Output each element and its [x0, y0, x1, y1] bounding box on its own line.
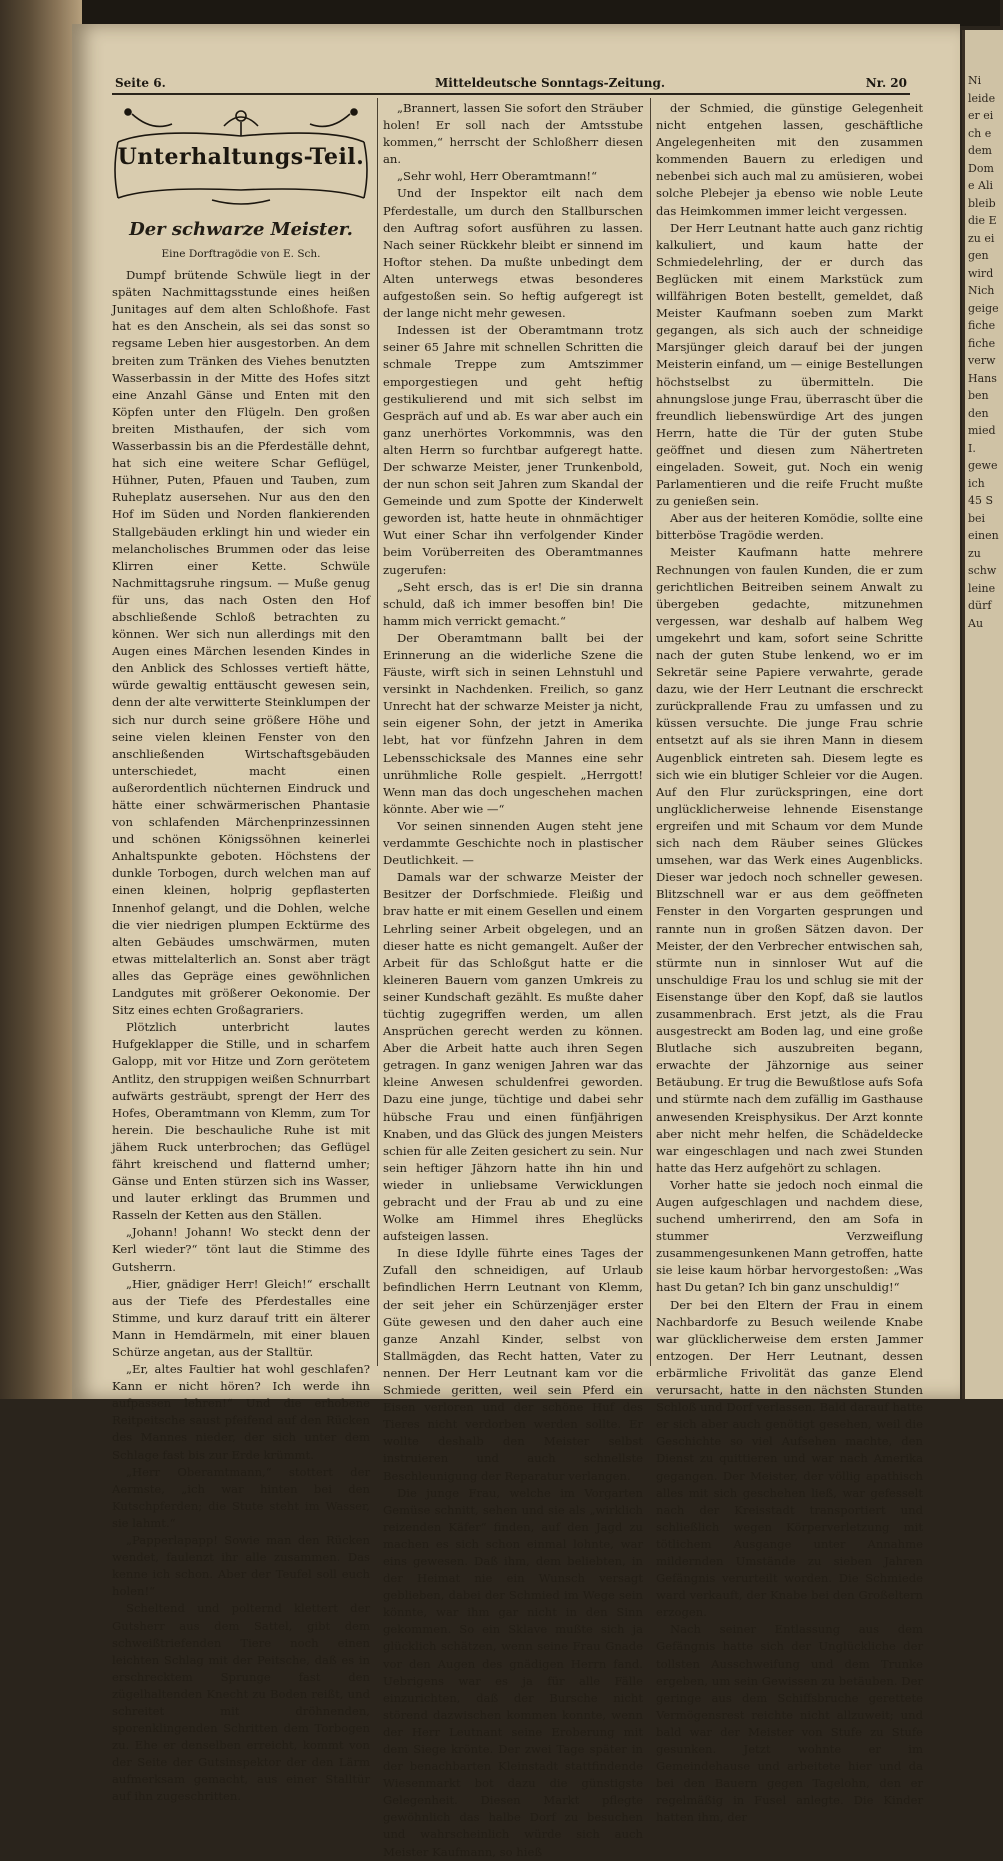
paragraph: Die junge Frau, welche im Vorgarten Gemüse schnitt, sehen und sie als „wirklich reizenden Käfer“ finden, auf den Jagd zu machen es sich schon einmal lohnte, war eins gewesen. Daß ihm, dem beliebten, in der Heimat nie ein Wunsch versagt geblieben, dabei der Schmied im Wege sein könnte, war ihm gar nicht in den Sinn gekommen. So ein Sklave mußte sich ja glücklich schätzen, wenn seine Frau Gnade vor den Augen des gnädigen Herrn fand. Uebrigens war es ja für alle Fälle einzurichten, daß der Bursche nicht störend dazwischen kommen konnte, wenn der Herr Leutnant seine Eroberung mit dem Siege krönte. Der zwei Tage später in der benachbarten Kleinstadt stattfindende Wiesenmarkt bot dazu die günstigste Gelegenheit. Diesen Markt pflegte gewöhnlich das halbe Dorf zu besuchen und wahrscheinlich würde sich auch Meister Kaufmann, so hieß: [383, 1485, 643, 1859]
adjacent-page-edge: [962, 30, 1003, 1399]
paragraph: Indessen ist der Oberamtmann trotz seiner 65 Jahre mit schnellen Schritten die schmale Treppe zum Amtszimmer emporgestiegen und geht heftig gestikulierend und mit sich selbst im Gespräch auf und ab. Es war aber auch ein ganz unerhörtes Vorkommnis, was den alten Herrn so furchtbar aufgeregt hatte. Der schwarze Meister, jener Trunkenbold, der nun schon seit Jahren zum Skandal der Gemeinde und zum Spotte der Kinderwelt geworden ist, hatte heute in ohnmächtiger Wut einer Schar ihn verfolgender Kinder beim Vorüberreiten des Oberamtmannes zugerufen:: [383, 323, 643, 577]
column-2-text: [383, 100, 643, 1861]
section-banner: [112, 102, 370, 210]
adjacent-page-fragment: gen: [968, 249, 989, 262]
paragraph: „Brannert, lassen Sie sofort den Sträuber holen! Er soll nach der Amtsstube kommen,“ herrscht der Schloßherr diesen an.: [383, 101, 643, 167]
adjacent-page-fragment: leide: [968, 91, 996, 105]
adjacent-page-fragment: dürf: [968, 599, 992, 612]
section-title: Unterhaltungs-Teil.: [117, 144, 365, 170]
adjacent-page-fragment: die E: [968, 214, 997, 227]
paragraph: der Schmied, die günstige Gelegenheit nicht entgehen lassen, geschäftliche Angelegenheiten mit den zusammen kommenden Bauern zu erledigen und nebenbei sich auch mal zu amüsieren, wobei solche Plebejer ja ebenso wie noble Leute das Heimkommen immer leicht vergessen.: [656, 101, 923, 218]
adjacent-page-fragment: mied: [968, 424, 996, 437]
paragraph: „Hier, gnädiger Herr! Gleich!“ erschallt aus der Tiefe des Pferdestalles eine Stimme, und kurz darauf tritt ein älterer Mann in Hemdärmeln, mit einer blauen Schürze angetan, aus der Stalltür.: [112, 1276, 370, 1359]
paragraph: „Seht ersch, das is er! Die sin dranna schuld, daß ich immer besoffen bin! Die hamm mich verrickt gemacht.“: [383, 579, 643, 628]
paragraph: Damals war der schwarze Meister der Besitzer der Dorfschmiede. Fleißig und brav hatte er mit einem Gesellen und einem Lehrling seiner Arbeit obgelegen, und an dieser hatte es nicht gemangelt. Außer der Arbeit für das Schloßgut hatte er die kleineren Bauern vom ganzen Umkreis zu seiner Kundschaft gezählt. Es mußte daher tüchtig zugegriffen werden, um allen Ansprüchen gerecht werden zu können. Aber die Arbeit hatte auch ihren Segen getragen. In ganz wenigen Jahren war das kleine Anwesen schuldenfrei geworden. Dazu eine junge, tüchtige und dabei sehr hübsche Frau und einen fünfjährigen Knaben, und das Glück des jungen Meisters schien für alle Zeiten gesichert zu sein. Nur sein heftiger Jähzorn hatte ihn hin und wieder in unliebsame Verwicklungen gebracht und der Frau ab und zu eine Wolke am Himmel ihres Eheglücks aufsteigen lassen.: [383, 870, 643, 1244]
scan-top-edge: [0, 0, 1000, 26]
adjacent-page-fragment: Nich: [968, 284, 995, 297]
adjacent-page-fragment: zu ei: [968, 231, 995, 245]
adjacent-page-fragment: bleib: [968, 196, 996, 210]
story-title: Der schwarze Meister.: [129, 219, 353, 240]
paragraph: Und der Inspektor eilt nach dem Pferdestalle, um durch den Stallburschen den Auftrag sofort ausführen zu lassen. Nach seiner Rückkehr bleibt er sinnend im Hoftor stehen. Da mußte unbedingt dem Alten unterwegs etwas besonderes aufgestoßen sein. So heftig aufgeregt ist der lange nicht mehr gewesen.: [383, 186, 643, 321]
adjacent-page-fragment: fiche: [968, 319, 996, 332]
adjacent-page-fragment: e Ali: [968, 179, 993, 192]
adjacent-page-fragment: gewe: [968, 459, 998, 472]
adjacent-page-fragment: 45 S: [968, 494, 994, 507]
adjacent-page-fragment: Au: [968, 616, 984, 630]
paragraph: „Johann! Johann! Wo steckt denn der Kerl wieder?“ tönt laut die Stimme des Gutsherrn.: [112, 1225, 370, 1274]
adjacent-page-fragment: Hans: [968, 371, 997, 385]
page-number: Seite 6.: [115, 76, 166, 90]
adjacent-page-fragment: einen: [968, 529, 999, 542]
paragraph: Der bei den Eltern der Frau in einem Nachbardorfe zu Besuch weilende Knabe war glücklicherweise dem ersten Jammer entzogen. Der Herr Leutnant, dessen erbärmliche Frivolität das ganze Elend verursacht, hatte in den nächsten Stunden Schloß und Dorf verlassen. Bald darauf hatte er sich aber auch genötigt gesehen, weil die Geschichte so viel Aufsehen machte, den Dienst zu quittieren und war nach Amerika gegangen. Der Meister, der völlig apathisch alles mit sich geschehen ließ, war gefesselt nach der Kreisstadt transportiert und schließlich wegen Körperverletzung mit tötlichem Ausgange unter Annahme mildernden Umstände zu sieben Jahren Gefängnis verurteilt worden. Die Schmiede ward verkauft, der Knabe bei den Großeltern erzogen.: [656, 1297, 923, 1620]
adjacent-page-fragment: den: [968, 406, 989, 420]
adjacent-page-fragment: ch e: [968, 126, 992, 140]
paragraph: „Er, altes Faultier hat wohl geschlafen? Kann er nicht hören? Ich werde ihn aufpassen lehren!“ Und die erhobene Reitpeitsche saust pfeifend auf den Rücken des Mannes nieder, der sich unter dem Schlage fast bis zur Erde krümmt.: [112, 1362, 370, 1462]
adjacent-page-fragment: leine: [968, 581, 996, 595]
header-rule: [112, 93, 910, 95]
column-1: [112, 100, 370, 1804]
column-divider: [377, 98, 378, 1366]
paragraph: Der Herr Leutnant hatte auch ganz richtig kalkuliert, und kaum hatte der Schmiedelehrling, der er durch das Beglücken mit einem Markstück zum willfährigen Boten bestellt, gemeldet, daß Meister Kaufmann soeben zum Markt gegangen, als sich auch der schneidige Marsjünger gleich darauf bei der jungen Meisterin einfand, um — einige Bestellungen höchstselbst zu übermitteln. Die ahnungslose junge Frau, überrascht über die freundlich liebenswürdige Art des jungen Herrn, hatte die Tür der guten Stube geöffnet und diesen zum Nähertreten eingeladen. Soweit, gut. Noch ein wenig Parlamentieren und die reife Frucht mußte zu genießen sein.: [656, 220, 923, 509]
column-divider: [650, 98, 651, 1366]
paragraph: In diese Idylle führte eines Tages der Zufall den schneidigen, auf Urlaub befindlichen Herrn Leutnant von Klemm, der seit jeher ein Schürzenjäger erster Güte gewesen und den daher auch eine ganze Anzahl Kinder, selbst von Stallmägden, das Recht hatten, Vater zu nennen. Der Herr Leutnant kam vor die Schmiede geritten, weil sein Pferd ein Eisen verloren und der schöne Huf des Tieres nicht verdorben werden sollte. Er wollte deshalb den Meister selbst instruieren und auch schnellste Beschleunigung der Reparatur verlangen.: [383, 1246, 643, 1483]
issue-number: Nr. 20: [865, 76, 907, 90]
adjacent-page-fragment: verw: [968, 354, 996, 367]
adjacent-page-fragment: ich: [968, 476, 985, 490]
paragraph: Dumpf brütende Schwüle liegt in der späten Nachmittagsstunde eines heißen Junitages auf dem alten Schloßhofe. Fast hat es den Anschein, als sei das sonst so regsame Leben hier ausgestorben. An dem breiten zum Tränken des Viehes benutzten Wasserbassin in der Mitte des Hofes sitzt eine Anzahl Gänse und Enten mit den Köpfen unter den Flügeln. Den großen breiten Misthaufen, der sich vom Wasserbassin bis an die Pferdeställe dehnt, hat sich eine weitere Schar Geflügel, Hühner, Puten, Pfauen und Tauben, zum Ruheplatz ausersehen. Nur aus den den Hof im Süden und Norden flankierenden Stallgebäuden erklingt hin und wieder ein melancholisches Brummen oder das leise Klirren einer Kette. Schwüle Nachmittagsruhe ringsum. — Muße genug für uns, das nach Osten den Hof abschließende Schloß betrachten zu können. Wer sich nun allerdings mit den Augen eines Märchen lesenden Kindes in den Anblick des Schlosses vertieft hätte, würde gewaltig enttäuscht gewesen sein, denn der alte verwitterte Steinklumpen der sich nur durch seine größere Höhe und seine vielen kleinen Fenster von den anschließenden Wirtschaftsgebäuden unterschiedet, macht einen außerordentlich nüchternen Eindruck und hätte einer schwärmerischen Phantasie von schlafenden Märchenprinzessinnen und schönen Königssöhnen keinerlei Anhaltspunkte geboten. Höchstens der dunkle Torbogen, durch welchen man auf einen kleinen, holprig gepflasterten Innenhof gelangt, und die Dohlen, welche die vier niedrigen plumpen Ecktürme des alten Gebäudes umschwärmen, muten etwas mittelalterlich an. Sonst aber trägt alles das Gepräge eines gewöhnlichen Landgutes mit größerer Oekonomie. Der Sitz eines echten Großagrariers.: [112, 268, 370, 1018]
column-2: [383, 100, 643, 1859]
column-1-text: [112, 267, 370, 1805]
adjacent-page-fragment: geige: [968, 301, 999, 315]
adjacent-page-fragment: wird: [968, 266, 994, 280]
adjacent-page-fragment: zu: [968, 546, 981, 560]
paragraph: Vor seinen sinnenden Augen steht jene verdammte Geschichte noch in plastischer Deutlichkeit. —: [383, 818, 643, 868]
paragraph: Vorher hatte sie jedoch noch einmal die Augen aufgeschlagen und nachdem diese, suchend umherirrend, den am Sofa in stummer Verzweiflung zusammengesunkenen Mann getroffen, hatte sie leise kaum hörbar hervorgestoßen: „Was hast Du getan? Ich bin ganz unschuldig!“: [656, 1177, 923, 1295]
paragraph: Scheltend und polternd klettert der Gutsherr aus dem Sattel, gibt dem schweißtriefenden Tiere noch einen leichten Schlag mit der Peitsche, daß es in erschrecktem Sprunge fast den zügelhaltenden Knecht zu Boden reißt, und schreitet mit dröhnenden, sporenklingenden Schritten dem Torbogen zu. Ehe er denselben erreicht, kommt von der Seite der Gutsinspektor der den Lärm aufmerksam gemacht, aus einer Stalltür auf ihn zugeschritten.: [112, 1601, 370, 1804]
newspaper-title: Mitteldeutsche Sonntags-Zeitung.: [435, 76, 666, 90]
paragraph: Aber aus der heiteren Komödie, sollte eine bitterböse Tragödie werden.: [656, 511, 923, 543]
paragraph: Nach seiner Entlassung aus dem Gefängnis hatte sich der Unglückliche der tollsten Ausschweifung und dem Trunke ergeben, um sein Gewissen zu betäuben. Der geringe aus dem Schiffsbruche gerettete Vermögensrest reichte nicht allzuweit; und bald war der Meister von Stufe zu Stufe gesunken. Jetzt wohnte er im Gemeindehause und arbeitete hier und da bei den Bauern gegen Tagelohn, den er regelmäßig in Fusel anlegte. Die Kinder hatten ihm, der: [656, 1622, 923, 1825]
adjacent-page-fragment: Dom: [968, 161, 994, 175]
adjacent-page-fragment: schw: [968, 564, 997, 577]
column-3-text: [656, 100, 923, 1826]
story-byline: Eine Dorftragödie von E. Sch.: [161, 248, 321, 260]
paragraph: Der Oberamtmann ballt bei der Erinnerung an die widerliche Szene die Fäuste, wirft sich in seinen Lehnstuhl und versinkt in Nachdenken. Freilich, so ganz Unrecht hat der schwarze Meister ja nicht, sein eigener Sohn, der jetzt in Amerika lebt, hat vor fünfzehn Jahren in dem Lebensschicksale des Mannes eine sehr unrühmliche Rolle gespielt. „Herrgott! Wenn man das doch ungeschehen machen könnte. Aber wie —“: [383, 630, 643, 816]
adjacent-page-fragment: Ni: [968, 74, 982, 87]
adjacent-page-fragment: fiche: [968, 336, 996, 350]
adjacent-page-fragment: ben: [968, 389, 989, 402]
adjacent-page-fragment: dem: [968, 144, 992, 157]
paragraph: „Papperlapapp! Sowie man den Rücken wendet, faulenzt ihr alle zusammen. Das kenne ich schon. Aber der Teufel soll euch holen!“: [112, 1533, 370, 1599]
column-3: [656, 100, 923, 1825]
adjacent-page-fragment: I.: [968, 441, 976, 455]
adjacent-page-fragment: bei: [968, 511, 986, 525]
paragraph: Meister Kaufmann hatte mehrere Rechnungen von faulen Kunden, die er zum gerichtlichen Beitreiben seinem Anwalt zu übergeben gedachte, mitzunehmen vergessen, war deshalb auf halbem Weg umgekehrt und kam, sofort seine Schritte nach der guten Stube lenkend, wo er im Sekretär seine Papiere verwahrte, gerade dazu, wie der Herr Leutnant die erschreckt zurückprallende Frau zu umfassen und zu küssen versuchte. Die junge Frau schrie entsetzt auf als sie ihren Mann in diesem Augenblick eintreten sah. Diesem legte es sich wie ein blutiger Schleier vor die Augen. Auf den Flur zurückspringen, eine dort unglücklicherweise lehnende Eisenstange ergreifen und mit Schaum vor dem Munde sich nach dem Räuber seines Glückes umsehen, war das Werk eines Augenblicks. Dieser war jedoch noch schneller gewesen. Blitzschnell war er aus dem geöffneten Fenster in den Vorgarten gesprungen und rannte nun in großen Sätzen davon. Der Meister, der den Verbrecher entwischen sah, stürmte nun in sinnloser Wut auf die unschuldige Frau los und schlug sie mit der Eisenstange über den Kopf, daß sie lautlos zusammenbrach. Erst jetzt, als die Frau ausgestreckt am Boden lag, und eine große Blutlache sich auszubreiten begann, erwachte der Jähzornige aus seiner Betäubung. Er trug die Bewußtlose aufs Sofa und stürmte nach dem zufällig im Gasthause anwesenden Kreisphysikus. Der Arzt konnte aber nicht mehr helfen, die Schädeldecke war eingeschlagen und nach zwei Stunden hatte das Herz aufgehört zu schlagen.: [656, 545, 923, 1175]
book-binding: [0, 0, 82, 1399]
paragraph: „Sehr wohl, Herr Oberamtmann!“: [397, 169, 598, 184]
adjacent-page-fragment: er ei: [968, 109, 994, 122]
paragraph: „Herr Oberamtmann,“ stottert der Aermste, „ich war hinten bei den Kutschpferden; die Stute steht im Wasser, sie lahmt.“: [112, 1464, 370, 1530]
page-header: [115, 72, 907, 94]
paragraph: Plötzlich unterbricht lautes Hufgeklapper die Stille, und in scharfem Galopp, mit vor Hitze und Zorn gerötetem Antlitz, den struppigen weißen Schnurrbart aufwärts gesträubt, sprengt der Herr des Hofes, Oberamtmann von Klemm, zum Tor herein. Die beschauliche Ruhe ist mit jähem Ruck unterbrochen; das Geflügel fährt kreischend und flatternd umher; Gänse und Enten stürzen sich ins Wasser, und lauter erklingt das Brummen und Rasseln der Ketten aus den Ställen.: [112, 1020, 370, 1223]
